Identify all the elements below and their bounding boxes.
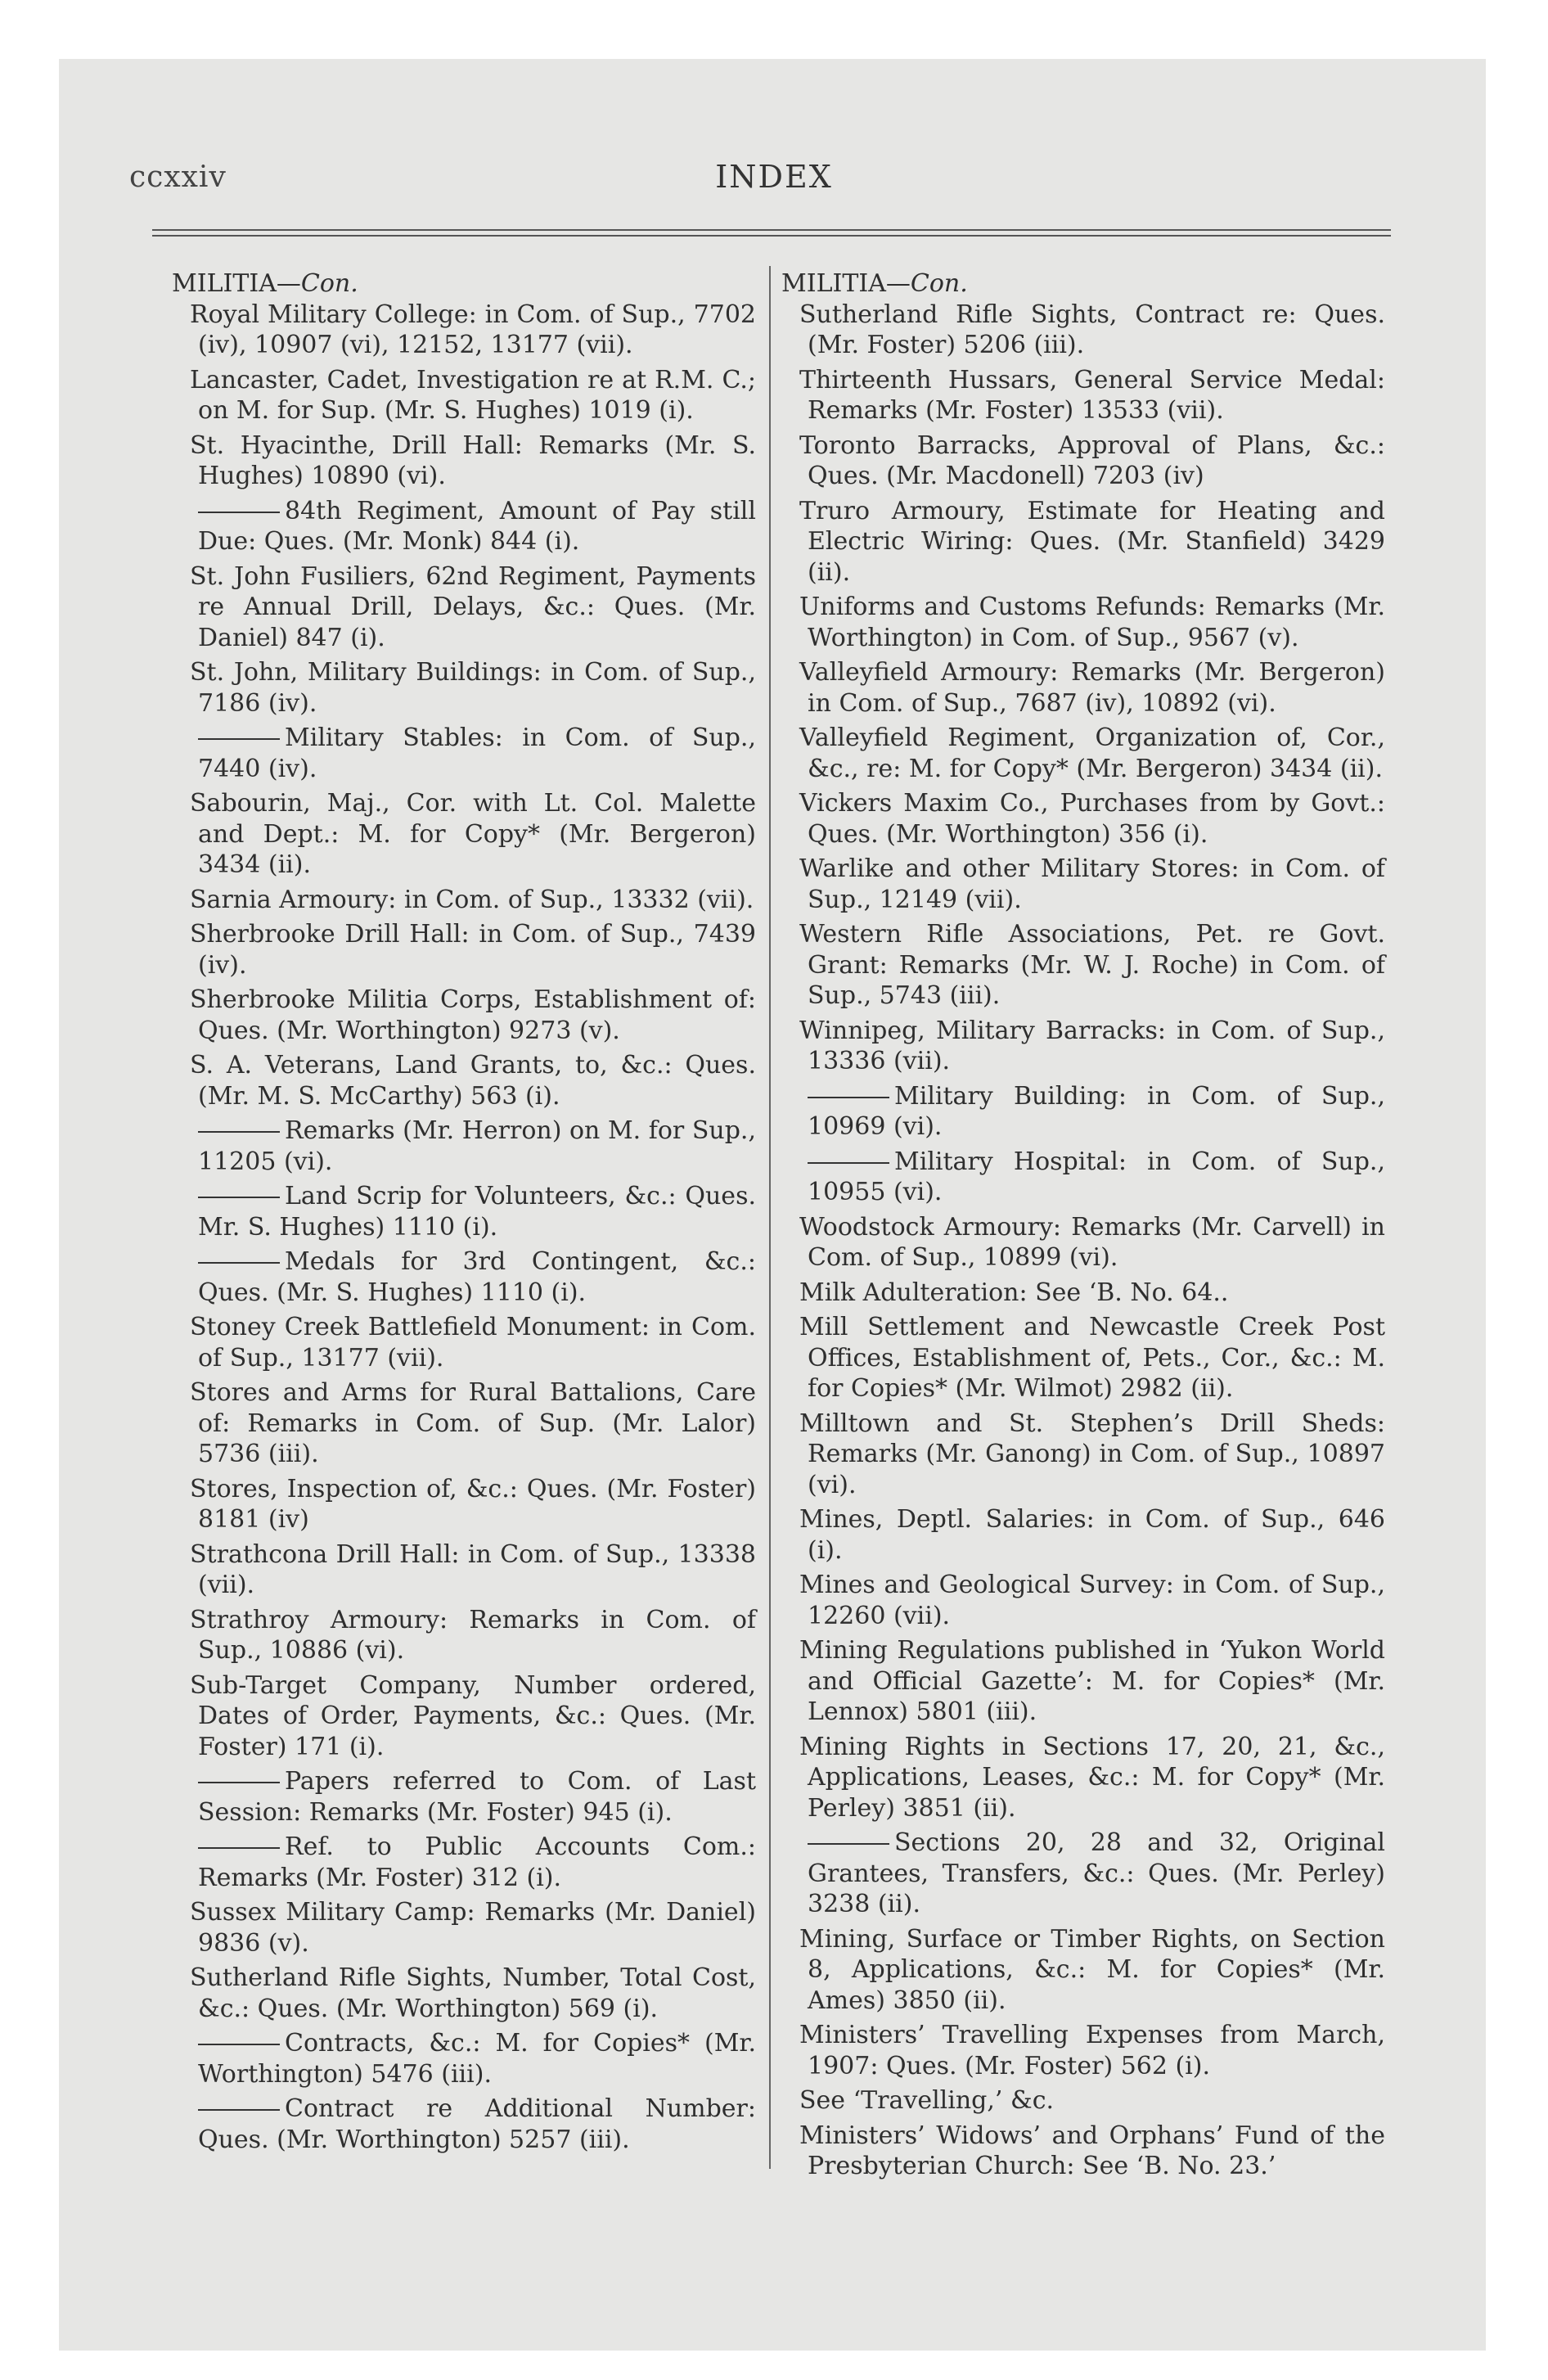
index-entry (172, 1474, 756, 1535)
header-double-rule (152, 229, 1391, 237)
entry-text: St. Hyacinthe, Drill Hall: Remarks (Mr. S. Hughes) 10890 (vi). (190, 430, 756, 490)
index-entry (172, 885, 756, 916)
entry-text: St. John, Military Buildings: in Com. of Sup., 7186 (iv). (190, 658, 756, 718)
right-entry-list (781, 300, 1385, 1273)
entry-text: Stores and Arms for Rural Battalions, Care of: Remarks in Com. of Sup. (Mr. Lalor) 5736 (iii). (190, 1378, 756, 1468)
entry-text: Mining Rights in Sections 17, 20, 21, &c., Applications, Leases, &c.: M. for Copy* (Mr. Perley) 3851 (ii). (799, 1732, 1385, 1823)
entry-text: Remarks (Mr. Herron) on M. for Sup., 11205 (vi). (198, 1116, 756, 1176)
index-entry (172, 1312, 756, 1373)
entry-text: Mining, Surface or Timber Rights, on Section 8, Applications, &c.: M. for Copies* (Mr. Ames) 3850 (ii). (799, 1924, 1385, 2015)
index-entry (781, 1212, 1385, 1273)
index-entry (172, 496, 756, 557)
entry-text: Toronto Barracks, Approval of Plans, &c.: Ques. (Mr. Macdonell) 7203 (iv) (799, 430, 1385, 490)
entry-text: Sabourin, Maj., Cor. with Lt. Col. Malette and Dept.: M. for Copy* (Mr. Bergeron) 3434 (ii). (190, 789, 756, 879)
entry-text: Milltown and St. Stephen’s Drill Sheds: Remarks (Mr. Ganong) in Com. of Sup., 10897 (vi). (799, 1409, 1385, 1499)
index-entry (781, 1732, 1385, 1824)
section-heading (781, 268, 1385, 300)
right-column (781, 268, 1385, 2186)
entry-text: Ref. to Public Accounts Com.: Remarks (Mr. Foster) 312 (i). (198, 1832, 756, 1892)
entry-text: Military Stables: in Com. of Sup., 7440 (iv). (198, 723, 756, 783)
entry-text: 84th Regiment, Amount of Pay still Due: Ques. (Mr. Monk) 844 (i). (198, 496, 756, 556)
index-entry (172, 919, 756, 980)
left-column (172, 268, 756, 2159)
index-entry (781, 1278, 1385, 1309)
ditto-dash (198, 1847, 280, 1849)
ditto-dash (198, 1197, 280, 1198)
entry-text: Stoney Creek Battlefield Monument: in Com. of Sup., 13177 (vii). (190, 1313, 756, 1373)
index-entry (172, 657, 756, 719)
entry-text: Contracts, &c.: M. for Copies* (Mr. Worthington) 5476 (iii). (198, 2029, 756, 2089)
entry-text: Strathroy Armoury: Remarks in Com. of Sup., 10886 (vi). (190, 1605, 756, 1665)
index-entry (172, 1539, 756, 1601)
index-entry (781, 1147, 1385, 1208)
index-entry (172, 985, 756, 1046)
entry-text: Mines, Deptl. Salaries: in Com. of Sup., 646 (i). (799, 1505, 1385, 1565)
entry-text: Valleyfield Armoury: Remarks (Mr. Bergeron) in Com. of Sup., 7687 (iv), 10892 (vi). (799, 658, 1385, 718)
entry-text: Stores, Inspection of, &c.: Ques. (Mr. Foster) 8181 (iv) (190, 1474, 756, 1534)
index-entry (781, 496, 1385, 588)
index-entry (172, 561, 756, 654)
entry-text: Winnipeg, Military Barracks: in Com. of Sup., 13336 (vii). (799, 1016, 1385, 1075)
entry-text: S. A. Veterans, Land Grants, to, &c.: Ques. (Mr. M. S. McCarthy) 563 (i). (190, 1051, 756, 1111)
index-entry (172, 1377, 756, 1470)
ditto-dash (198, 2109, 280, 2111)
index-entry (172, 1050, 756, 1111)
index-entry (781, 2121, 1385, 2182)
left-entry-list (172, 300, 756, 2156)
page-number: ccxxiv (129, 160, 227, 194)
index-entry (172, 2094, 756, 2155)
entry-text: See ‘Travelling,’ &c. (799, 2086, 1055, 2115)
entry-text: Warlike and other Military Stores: in Com. of Sup., 12149 (vii). (799, 854, 1385, 914)
index-entry (781, 1081, 1385, 1143)
index-entry (172, 1605, 756, 1666)
index-entry (172, 1766, 756, 1828)
index-entry (172, 1246, 756, 1308)
right-after-list (781, 1278, 1385, 2182)
entry-text: Thirteenth Hussars, General Service Medal: Remarks (Mr. Foster) 13533 (vii). (799, 365, 1385, 425)
index-entry (781, 430, 1385, 492)
index-entry (172, 1832, 756, 1893)
index-entry (781, 723, 1385, 784)
index-entry (781, 788, 1385, 850)
entry-text: Woodstock Armoury: Remarks (Mr. Carvell) in Com. of Sup., 10899 (vi). (799, 1212, 1385, 1272)
entry-text: Ministers’ Travelling Expenses from March, 1907: Ques. (Mr. Foster) 562 (i). (799, 2021, 1385, 2080)
ditto-dash (808, 1843, 889, 1845)
entry-text: Sherbrooke Drill Hall: in Com. of Sup., 7439 (iv). (190, 920, 756, 980)
index-entry (781, 1924, 1385, 2017)
entry-text: Milk Adulteration: See ‘B. No. 64.. (799, 1278, 1229, 1307)
entry-text: Medals for 3rd Contingent, &c.: Ques. (Mr. S. Hughes) 1110 (i). (198, 1247, 756, 1307)
entry-text: Sussex Military Camp: Remarks (Mr. Daniel) 9836 (v). (190, 1898, 756, 1958)
entry-text: Sherbrooke Militia Corps, Establishment of: Ques. (Mr. Worthington) 9273 (v). (190, 985, 756, 1045)
entry-text: Truro Armoury, Estimate for Heating and Electric Wiring: Ques. (Mr. Stanfield) 3429 (ii). (799, 496, 1385, 587)
index-entry (781, 657, 1385, 719)
heading-con: Con. (300, 269, 358, 298)
index-entry (172, 1963, 756, 2024)
index-entry (781, 2085, 1385, 2116)
index-entry (172, 365, 756, 426)
heading-con: Con. (910, 269, 968, 298)
index-entry (172, 2028, 756, 2089)
entry-text: Lancaster, Cadet, Investigation re at R.M. C.; on M. for Sup. (Mr. S. Hughes) 1019 (i). (190, 365, 756, 425)
ditto-dash (808, 1162, 889, 1164)
ditto-dash (198, 512, 280, 513)
entry-text: Ministers’ Widows’ and Orphans’ Fund of the Presbyterian Church: See ‘B. No. 23.’ (799, 2121, 1385, 2180)
entry-text: Papers referred to Com. of Last Session: Remarks (Mr. Foster) 945 (i). (198, 1767, 756, 1827)
index-entry (781, 1504, 1385, 1566)
section-heading (172, 268, 756, 300)
index-entry (172, 1181, 756, 1242)
ditto-dash (808, 1097, 889, 1098)
entry-text: St. John Fusiliers, 62nd Regiment, Payments re Annual Drill, Delays, &c.: Ques. (Mr. Daniel) 847 (i). (190, 561, 756, 652)
ditto-dash (198, 1782, 280, 1783)
index-entry (781, 1570, 1385, 1631)
entry-text: Mill Settlement and Newcastle Creek Post Offices, Establishment of, Pets., Cor., &c.: M. for Copies* (Mr. Wilmot) 2982 (ii). (799, 1313, 1385, 1403)
entry-text: Valleyfield Regiment, Organization of, Cor., &c., re: M. for Copy* (Mr. Bergeron) 3434 (ii). (799, 723, 1385, 783)
index-entry (781, 1828, 1385, 1920)
running-head: INDEX (715, 159, 833, 195)
index-entry (172, 430, 756, 492)
entry-text: Sections 20, 28 and 32, Original Grantees, Transfers, &c.: Ques. (Mr. Perley) 3238 (ii). (808, 1828, 1385, 1918)
entry-text: Sutherland Rifle Sights, Contract re: Ques. (Mr. Foster) 5206 (iii). (799, 300, 1385, 359)
index-entry (781, 1635, 1385, 1728)
entry-text: Land Scrip for Volunteers, &c.: Ques. Mr. S. Hughes) 1110 (i). (198, 1182, 756, 1242)
entry-text: Mining Regulations published in ‘Yukon World and Official Gazette’: M. for Copies* (Mr. Lennox) 5801 (iii). (799, 1636, 1385, 1726)
index-entry (781, 365, 1385, 426)
index-entry (781, 2020, 1385, 2081)
entry-text: Royal Military College: in Com. of Sup., 7702 (iv), 10907 (vi), 12152, 13177 (vii). (190, 300, 756, 359)
heading-main: MILITIA— (781, 269, 911, 298)
index-entry (781, 919, 1385, 1012)
entry-text: Sarnia Armoury: in Com. of Sup., 13332 (vii). (190, 885, 754, 914)
entry-text: Mines and Geological Survey: in Com. of Sup., 12260 (vii). (799, 1571, 1385, 1630)
index-entry (172, 1670, 756, 1763)
index-entry (781, 1016, 1385, 1077)
index-entry (172, 1116, 756, 1177)
index-entry (781, 592, 1385, 653)
entry-text: Military Building: in Com. of Sup., 10969 (vi). (808, 1081, 1385, 1141)
ditto-dash (198, 738, 280, 740)
entry-text: Contract re Additional Number: Ques. (Mr. Worthington) 5257 (iii). (198, 2094, 756, 2154)
ditto-dash (198, 1262, 280, 1264)
entry-text: Military Hospital: in Com. of Sup., 10955 (vi). (808, 1147, 1385, 1206)
column-divider (769, 266, 771, 2169)
entry-text: Sub-Target Company, Number ordered, Dates of Order, Payments, &c.: Ques. (Mr. Foster) 171 (i). (190, 1670, 756, 1761)
index-entry (781, 1409, 1385, 1501)
index-entry (781, 854, 1385, 915)
index-entry (172, 1897, 756, 1959)
ditto-dash (198, 1131, 280, 1133)
index-entry (172, 723, 756, 784)
index-entry (172, 788, 756, 881)
entry-text: Vickers Maxim Co., Purchases from by Govt.: Ques. (Mr. Worthington) 356 (i). (799, 789, 1385, 849)
index-entry (781, 300, 1385, 361)
index-entry (781, 1312, 1385, 1404)
entry-text: Strathcona Drill Hall: in Com. of Sup., 13338 (vii). (190, 1539, 756, 1599)
entry-text: Western Rifle Associations, Pet. re Govt. Grant: Remarks (Mr. W. J. Roche) in Com. of Sup., 5743 (iii). (799, 920, 1385, 1010)
heading-main: MILITIA— (172, 269, 301, 298)
entry-text: Uniforms and Customs Refunds: Remarks (Mr. Worthington) in Com. of Sup., 9567 (v). (799, 593, 1385, 652)
entry-text: Sutherland Rifle Sights, Number, Total Cost, &c.: Ques. (Mr. Worthington) 569 (i). (190, 1963, 756, 2023)
ditto-dash (198, 2044, 280, 2045)
index-entry (172, 300, 756, 361)
